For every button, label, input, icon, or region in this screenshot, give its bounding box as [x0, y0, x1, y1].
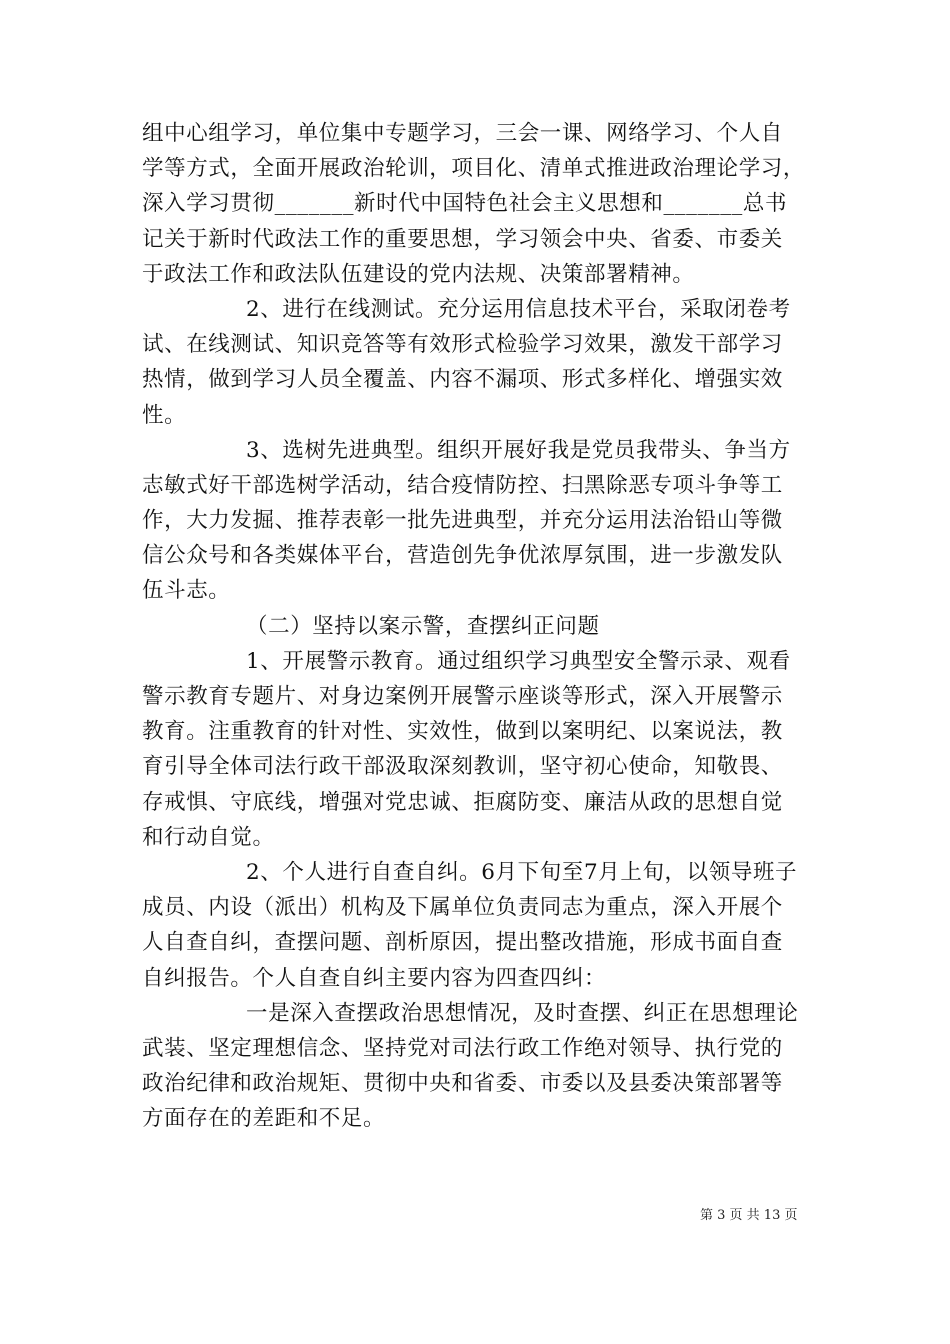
text-line: 作，大力发掘、推荐表彰一批先进典型，并充分运用法治铅山等微 — [142, 508, 783, 534]
text-line: 于政法工作和政法队伍建设的党内法规、决策部署精神。 — [142, 261, 695, 287]
text-line: 试、在线测试、知识竞答等有效形式检验学习效果，激发干部学习 — [142, 332, 783, 358]
text-line: （二）坚持以案示警，查摆纠正问题 — [246, 613, 600, 639]
text-line: 方面存在的差距和不足。 — [142, 1106, 386, 1132]
text-line: 组中心组学习，单位集中专题学习，三会一课、网络学习、个人自 — [142, 121, 783, 146]
text-line: 成员、内设（派出）机构及下属单位负责同志为重点，深入开展个 — [142, 895, 783, 921]
text-line: 武装、坚定理想信念、坚持党对司法行政工作绝对领导、执行党的 — [142, 1035, 783, 1061]
text-line: 一是深入查摆政治思想情况，及时查摆、纠正在思想理论 — [246, 1000, 799, 1026]
text-line: 育引导全体司法行政干部汲取深刻教训，坚守初心使命，知敬畏、 — [142, 754, 783, 780]
text-line: 性。 — [142, 402, 187, 428]
text-line: 教育。注重教育的针对性、实效性，做到以案明纪、以案说法，教 — [142, 719, 783, 745]
text-line: 热情，做到学习人员全覆盖、内容不漏项、形式多样化、增强实效 — [142, 367, 783, 393]
text-line: 政治纪律和政治规矩、贯彻中央和省委、市委以及县委决策部署等 — [142, 1071, 783, 1097]
text-line: 自纠报告。个人自查自纠主要内容为四查四纠： — [142, 965, 607, 991]
text-line: 人自查自纠，查摆问题、剖析原因，提出整改措施，形成书面自查 — [142, 930, 783, 956]
text-line: 信公众号和各类媒体平台，营造创先争优浓厚氛围，进一步激发队 — [142, 543, 783, 569]
text-line: 存戒惧、守底线，增强对党忠诚、拒腐防变、廉洁从政的思想自觉 — [142, 789, 783, 815]
document-body — [142, 116, 814, 1136]
text-line: 和行动自觉。 — [142, 824, 275, 850]
text-line: 伍斗志。 — [142, 578, 231, 604]
text-line: 2、进行在线测试。充分运用信息技术平台，采取闭卷考 — [246, 296, 791, 322]
text-line: 志敏式好干部选树学活动，结合疫情防控、扫黑除恶专项斗争等工 — [142, 472, 783, 498]
text-line: 1、开展警示教育。通过组织学习典型安全警示录、观看 — [246, 648, 791, 674]
text-line: 学等方式，全面开展政治轮训，项目化、清单式推进政治理论学习， — [142, 156, 806, 182]
text-line: 3、选树先进典型。组织开展好我是党员我带头、争当方 — [246, 437, 791, 463]
text-line: 深入学习贯彻_______新时代中国特色社会主义思想和_______总书 — [142, 191, 788, 217]
page-number: 第 3 页 共 13 页 — [700, 1208, 798, 1223]
text-line: 警示教育专题片、对身边案例开展警示座谈等形式，深入开展警示 — [142, 684, 783, 709]
text-line: 2、个人进行自查自纠。6月下旬至7月上旬，以领导班子 — [246, 859, 798, 885]
text-line: 记关于新时代政法工作的重要思想，学习领会中央、省委、市委关 — [142, 226, 783, 252]
